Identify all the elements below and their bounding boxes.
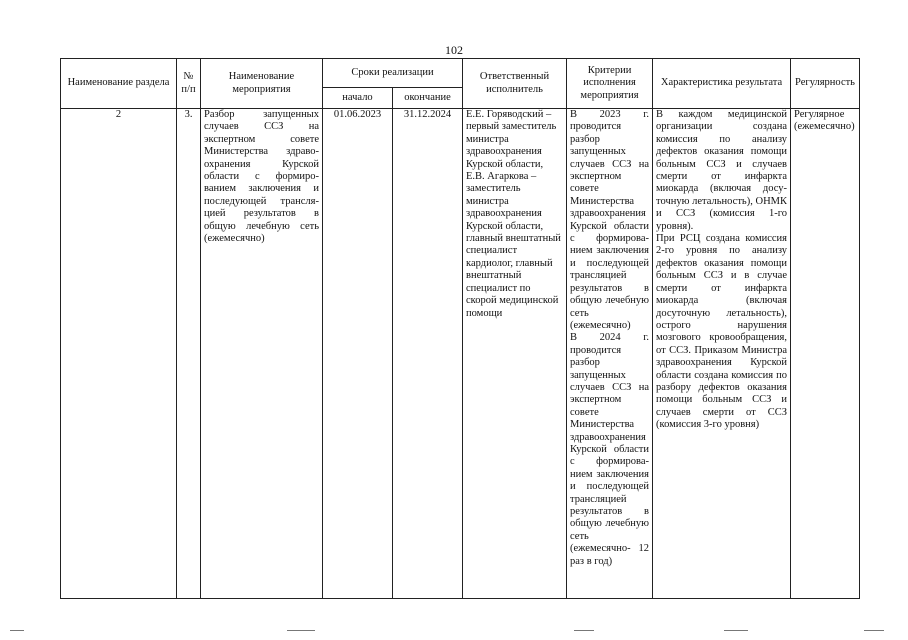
header-event-name: Наименование мероприятия	[201, 59, 323, 109]
cell-number: 3.	[177, 109, 201, 599]
scan-mark	[287, 630, 315, 631]
scan-mark	[724, 630, 748, 631]
result-level-2-3: При РСЦ создана комиссия 2-го уровня по анализу дефектов оказания помощи больным ССЗ и в случае смерти от инфаркта миокарда (включая досуточную летальность), острого нарушения мозгового кровообращения, от ССЗ. Приказом Министра здравоохранения Курской области создана комиссия по разбору дефектов оказания помощи больным ССЗ и случаев смерти от ССЗ (комиссия 3-го уровня)	[656, 233, 788, 431]
cell-event: Разбор запущенных случаев ССЗ на экспертном совете Министерства здраво-охранения Курской области с формиро-ванием заключения и последующей трансля-цией результатов в общую лечебную сеть (ежемесячно)	[201, 109, 323, 599]
result-level-1: В каждом медицинской организации создана комиссия по анализу дефектов оказания помощи больным ССЗ и случаев смерти от инфаркта миокарда (включая досу-точную летальность), ОНМК и ССЗ (комиссия 1-го уровня).	[656, 109, 788, 232]
page-number: 102	[445, 43, 463, 57]
scan-mark	[10, 630, 24, 631]
header-end: окончание	[393, 88, 463, 109]
header-criteria: Критерии исполнения мероприятия	[567, 59, 653, 109]
header-number: № п/п	[177, 59, 201, 109]
criteria-2023: В 2023 г. проводится разбор запущенных случаев ССЗ на экспертном совете Министерства здравоохранения Курской области с формирова-нием заключения и последующей трансляцией результатов в общую лечебную сеть (ежемесячно)	[570, 109, 650, 331]
cell-result	[653, 109, 791, 599]
criteria-2024: В 2024 г. проводится разбор запущенных случаев ССЗ на экспертном совете Министерства здравоохранения Курской области с формирова-нием заключения и последующей трансляцией результатов в общую лечебную сеть (ежемесячно- 12 раз в год)	[570, 332, 650, 567]
table-row	[61, 109, 860, 599]
header-start: начало	[323, 88, 393, 109]
measures-table	[60, 58, 860, 599]
cell-criteria	[567, 109, 653, 599]
cell-responsible: Е.Е. Горяводский – первый заместитель министра здравоохранения Курской области, Е.В. Агаркова – заместитель министра здравоохранения Курской области, главный внештатный специалист кардиолог, главный внештатный специалист по скорой медицинской помощи	[463, 109, 567, 599]
header-section-name: Наименование раздела	[61, 59, 177, 109]
scan-mark	[574, 630, 594, 631]
scan-mark	[864, 630, 884, 631]
cell-start-date: 01.06.2023	[323, 109, 393, 599]
header-result: Характеристика результата	[653, 59, 791, 109]
header-deadlines: Сроки реализации	[323, 59, 463, 88]
cell-regularity: Регулярное (ежемесячно)	[791, 109, 860, 599]
cell-end-date: 31.12.2024	[393, 109, 463, 599]
header-regularity: Регулярность	[791, 59, 860, 109]
header-responsible: Ответственный исполнитель	[463, 59, 567, 109]
cell-section: 2	[61, 109, 177, 599]
